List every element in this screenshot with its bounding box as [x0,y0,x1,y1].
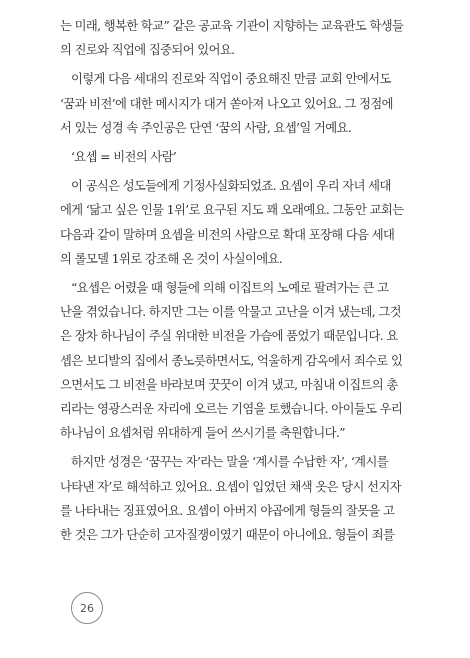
text-line: 하나님이 요셉처럼 위대하게 들어 쓰시기를 축원합니다.” [60,426,345,441]
paragraph [60,450,424,547]
text-line: 리라는 영광스러운 자리에 오르는 기염을 토했습니다. 아이들도 우리 [60,402,403,417]
text-line: 하지만 성경은 ‘꿈꾸는 자’라는 말을 ‘계시를 수납한 자’, ‘계시를 [71,455,389,470]
text-line: ‘꿈과 비전’에 대한 메시지가 대거 쏟아져 나오고 있어요. 그 정점에 [60,96,393,111]
text-line: 나타낸 자’로 해석하고 있어요. 요셉이 입었던 채색 옷은 당시 선지자 [60,479,401,494]
text-line: 으면서도 그 비전을 바라보며 꿋꿋이 이겨 냈고, 마침내 이집트의 총 [60,377,398,392]
text-line: 에게 ‘닮고 싶은 인물 1위’로 요구된 지도 꽤 오래예요. 그동안 교회는 [60,203,404,218]
text-line: 이 공식은 성도들에게 기정사실화되었죠. 요셉이 우리 자녀 세대 [71,179,391,194]
text-line: ‘요셉 = 비전의 사람’ [71,150,177,165]
text-line: 셉은 보디발의 집에서 종노릇하면서도, 억울하게 감옥에서 죄수로 있 [60,353,403,368]
paragraph [60,145,424,169]
paragraph [60,174,424,271]
paragraph [60,67,424,140]
text-line: 한 것은 그가 단순히 고자질쟁이였기 때문이 아니에요. 형들이 죄를 [60,528,395,543]
body-text [60,14,424,547]
page-number: 26 [80,601,94,615]
text-line: 를 나타내는 징표였어요. 요셉이 아버지 야곱에게 형들의 잘못을 고 [60,503,395,518]
text-line: 의 진로와 직업에 집중되어 있어요. [60,43,235,58]
text-line: 의 롤모델 1위로 강조해 온 것이 사실이에요. [60,251,283,266]
text-line: 난을 겪었습니다. 하지만 그는 이를 악물고 고난을 이겨 냈는데, 그것 [60,305,401,320]
paragraph [60,276,424,445]
text-line: “요셉은 어렸을 때 형들에 의해 이집트의 노예로 팔려가는 큰 고 [71,281,389,296]
page-number-circle [71,592,103,624]
text-line: 다음과 같이 말하며 요셉을 비전의 사람으로 확대 포장해 다음 세대 [60,227,395,242]
text-line: 는 미래, 행복한 학교” 같은 공교육 기관이 지향하는 교육관도 학생들 [60,19,404,33]
text-line: 서 있는 성경 속 주인공은 단연 ‘꿈의 사람, 요셉’일 거예요. [60,120,352,135]
text-line: 은 장차 하나님이 주실 위대한 비전을 가슴에 품었기 때문입니다. 요 [60,329,398,344]
paragraph [60,14,424,62]
text-line: 이렇게 다음 세대의 진로와 직업이 중요해진 만큼 교회 안에서도 [71,72,391,87]
